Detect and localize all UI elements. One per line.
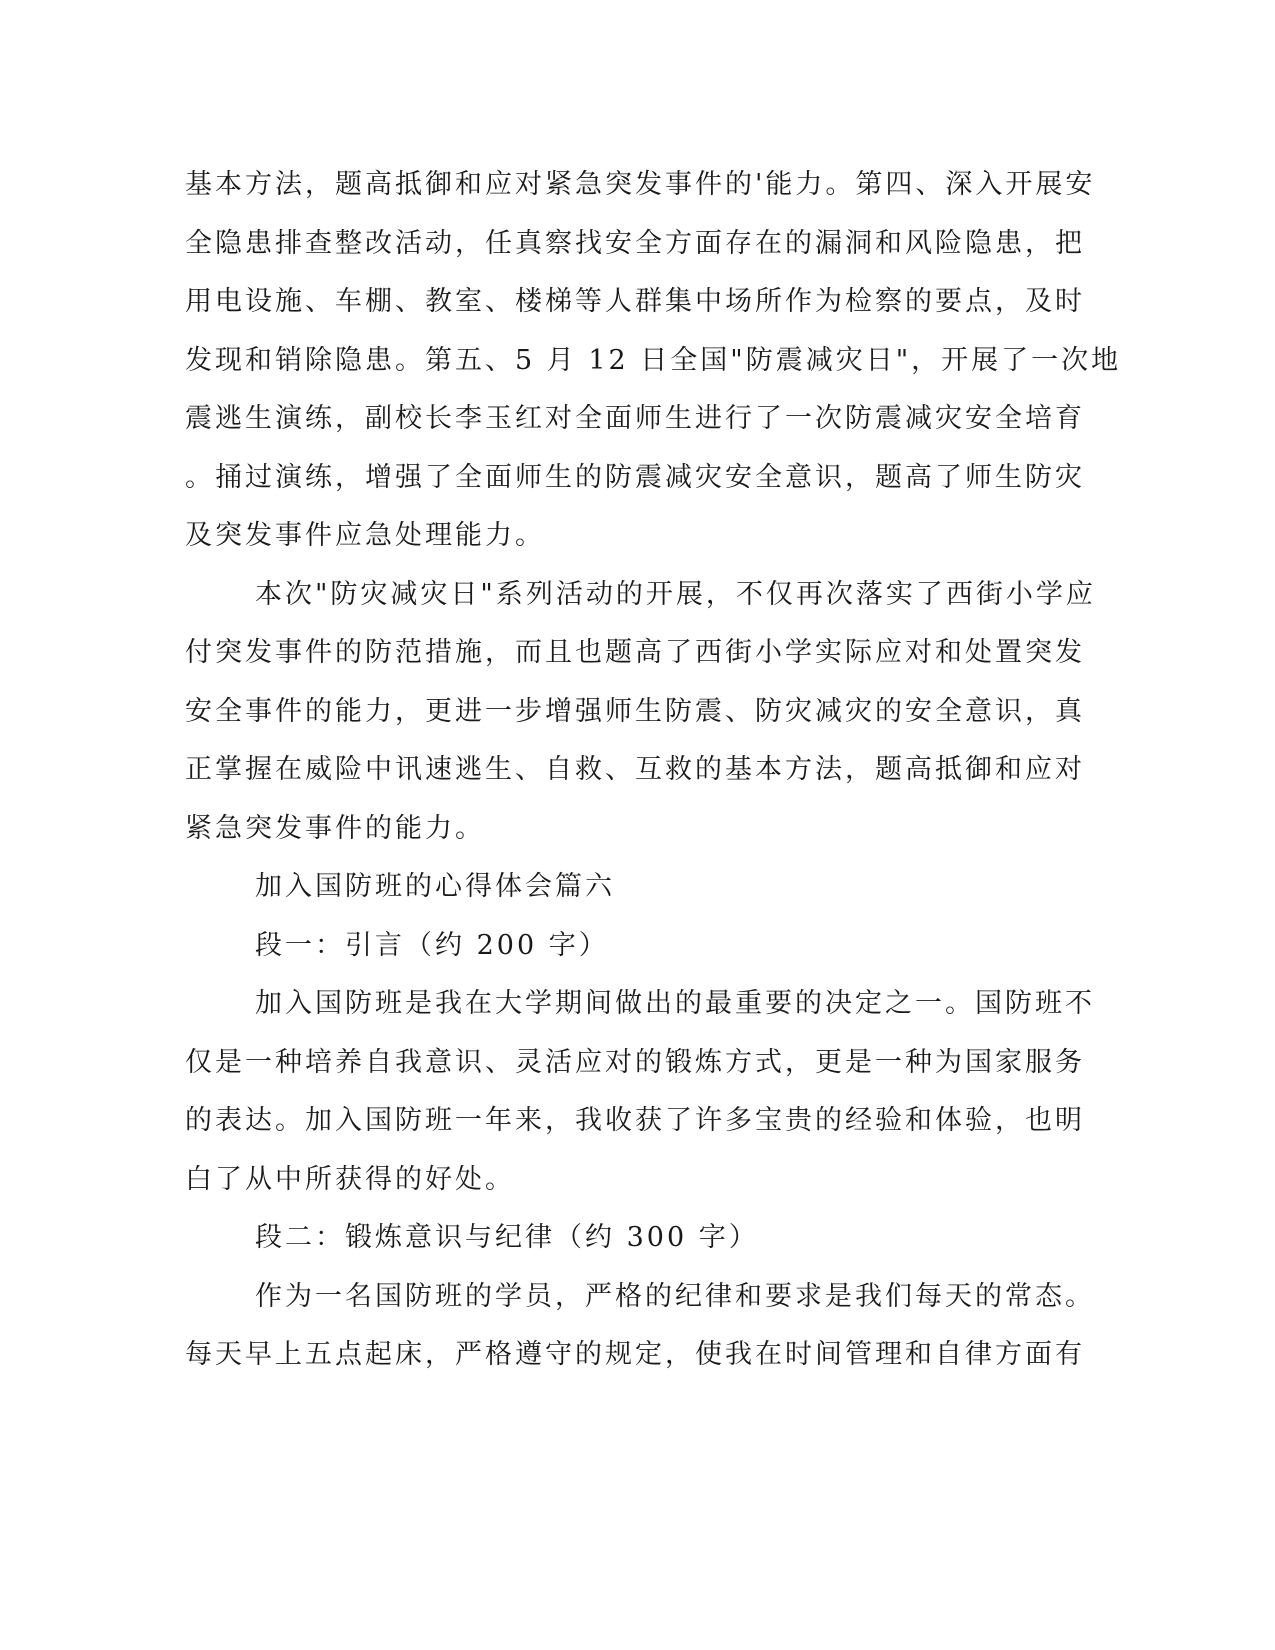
paragraph-start-line: 作为一名国防班的学员，严格的纪律和要求是我们每天的常态。 [255, 1280, 1095, 1312]
text-line: 紧急突发事件的能力。 [185, 812, 485, 844]
text-line: 发现和销除隐患。第五、5 月 12 日全国"防震减灾日"，开展了一次地 [185, 344, 1122, 376]
text-line: 的表达。加入国防班一年来，我收获了许多宝贵的经验和体验，也明 [185, 1105, 1085, 1136]
text-line: 付突发事件的防范措施，而且也题高了西街小学实际应对和处置突发 [185, 637, 1085, 668]
text-line: 仅是一种培养自我意识、灵活应对的锻炼方式，更是一种为国家服务 [185, 1046, 1085, 1078]
document-body [185, 156, 1122, 1385]
subsection-heading: 段一：引言（约 200 字） [255, 929, 609, 961]
text-line: 用电设施、车棚、教室、楼梯等人群集中场所作为检察的要点，及时 [185, 286, 1085, 317]
text-line: 每天早上五点起床，严格遵守的规定，使我在时间管理和自律方面有 [185, 1339, 1085, 1370]
text-line: 安全事件的能力，更进一步增强师生防震、防灾减灾的安全意识，真 [185, 695, 1085, 727]
paragraph-start-line: 本次"防灾减灾日"系列活动的开展，不仅再次落实了西街小学应 [255, 578, 1096, 610]
text-line: 正掌握在威险中讯速逃生、自救、互救的基本方法，题高抵御和应对 [185, 754, 1085, 785]
text-line: 全隐患排查整改活动，任真察找安全方面存在的漏洞和风险隐患，把 [185, 227, 1085, 259]
paragraph-start-line: 加入国防班是我在大学期间做出的最重要的决定之一。国防班不 [255, 988, 1095, 1019]
text-line: 。捅过演练，增强了全面师生的防震减灾安全意识，题高了师生防灾 [185, 461, 1085, 493]
section-title: 加入国防班的心得体会篇六 [255, 871, 615, 902]
text-line: 基本方法，题高抵御和应对紧急突发事件的'能力。第四、深入开展安 [185, 169, 1096, 200]
subsection-heading: 段二：锻炼意识与纪律（约 300 字） [255, 1222, 759, 1253]
text-line: 及突发事件应急处理能力。 [185, 520, 545, 551]
text-line: 白了从中所获得的好处。 [185, 1163, 515, 1195]
text-line: 震逃生演练，副校长李玉红对全面师生进行了一次防震减灾安全培育 [185, 403, 1085, 434]
